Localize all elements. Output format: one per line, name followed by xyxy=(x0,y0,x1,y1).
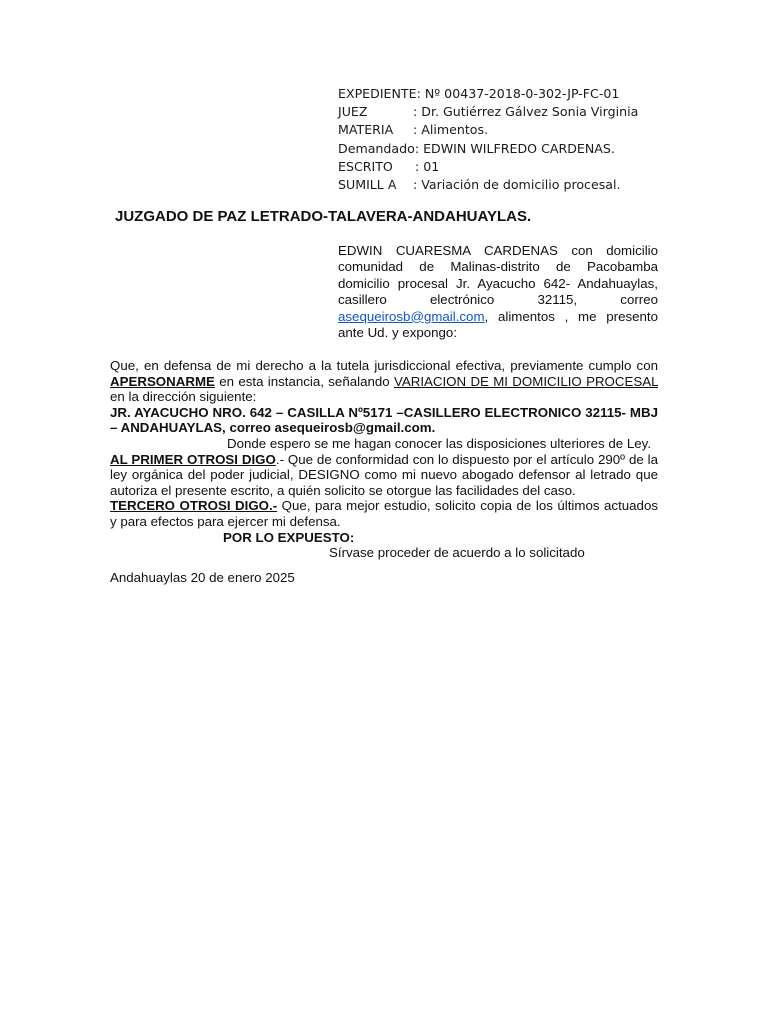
paragraph-text: Que, para mejor estudio, solicito copia de los últimos actuados y para efectos para ejercer mi defensa. xyxy=(110,498,658,529)
primer-otrosi-paragraph xyxy=(110,452,658,499)
apersonarme-text: APERSONARME xyxy=(110,373,215,389)
intro-text: EDWIN CUARESMA CARDENAS con domicilio comunidad de Malinas-distrito de Pacobamba domicilio procesal Jr. Ayacucho 642- Andahuaylas, casillero electrónico 32115, correo xyxy=(338,243,658,308)
materia-label: MATERIA xyxy=(338,122,394,138)
primer-otrosi-heading: AL PRIMER OTROSI DIGO xyxy=(110,451,276,467)
paragraph-text: en la dirección siguiente: xyxy=(110,389,257,405)
demandado-label: Demandado: xyxy=(338,140,424,156)
materia-value: : Alimentos. xyxy=(413,122,489,138)
document-date: Andahuaylas 20 de enero 2025 xyxy=(110,569,295,585)
demandado-value: EDWIN WILFREDO CARDENAS. xyxy=(423,140,615,156)
address-paragraph: JR. AYACUCHO NRO. 642 – CASILLA Nº5171 –CASILLERO ELECTRONICO 32115- MBJ – ANDAHUAYLAS, correo asequeirosb@gmail.com. xyxy=(110,404,658,436)
por-lo-expuesto: POR LO EXPUESTO: xyxy=(223,529,355,545)
escrito-value: : 01 xyxy=(415,158,440,174)
juez-value: : Dr. Gutiérrez Gálvez Sonia Virginia xyxy=(413,104,639,120)
notification-paragraph: Donde espero se me hagan conocer las disposiciones ulteriores de Ley. xyxy=(227,435,652,451)
juez-row xyxy=(338,103,668,121)
paragraph-text: .- Que de conformidad con lo dispuesto por el artículo 290º de la ley orgánica del poder judicial, DESIGNO como mi nuevo abogado defensor al letrado que autoriza el presente escrito, a quién solicito se otorgue las facilidades del caso. xyxy=(110,451,658,498)
tercero-otrosi-paragraph xyxy=(110,498,658,529)
document-body xyxy=(110,358,658,585)
case-header xyxy=(338,85,668,194)
expediente-row xyxy=(338,85,668,103)
escrito-row xyxy=(338,158,668,176)
juez-label: JUEZ xyxy=(338,104,368,120)
apersonamiento-paragraph xyxy=(110,358,658,405)
petitioner-intro xyxy=(338,243,658,341)
variacion-text: VARIACION DE MI DOMICILIO PROCESAL xyxy=(393,373,658,389)
sumilla-label: SUMILL A xyxy=(338,177,397,193)
sirvase-line: Sírvase proceder de acuerdo a lo solicitado xyxy=(329,545,585,561)
intro-text-end: , alimentos , me presento ante Ud. y expongo: xyxy=(338,308,658,341)
email-link[interactable]: asequeirosb@gmail.com xyxy=(338,308,485,324)
sumilla-row xyxy=(338,176,668,194)
paragraph-text: en esta instancia, señalando xyxy=(214,373,394,389)
court-title: JUZGADO DE PAZ LETRADO-TALAVERA-ANDAHUAYLAS. xyxy=(115,208,532,225)
materia-row xyxy=(338,121,668,139)
tercero-otrosi-heading: TERCERO OTROSI DIGO.- xyxy=(110,498,278,514)
demandado-row xyxy=(338,140,668,158)
expediente-value: Nº 00437-2018-0-302-JP-FC-01 xyxy=(424,86,620,101)
paragraph-text: Que, en defensa de mi derecho a la tutela jurisdiccional efectiva, previamente cumplo con xyxy=(110,358,658,373)
sumilla-value: : Variación de domicilio procesal. xyxy=(413,177,621,193)
escrito-label: ESCRITO xyxy=(338,158,393,174)
expediente-label: EXPEDIENTE: xyxy=(338,86,425,101)
